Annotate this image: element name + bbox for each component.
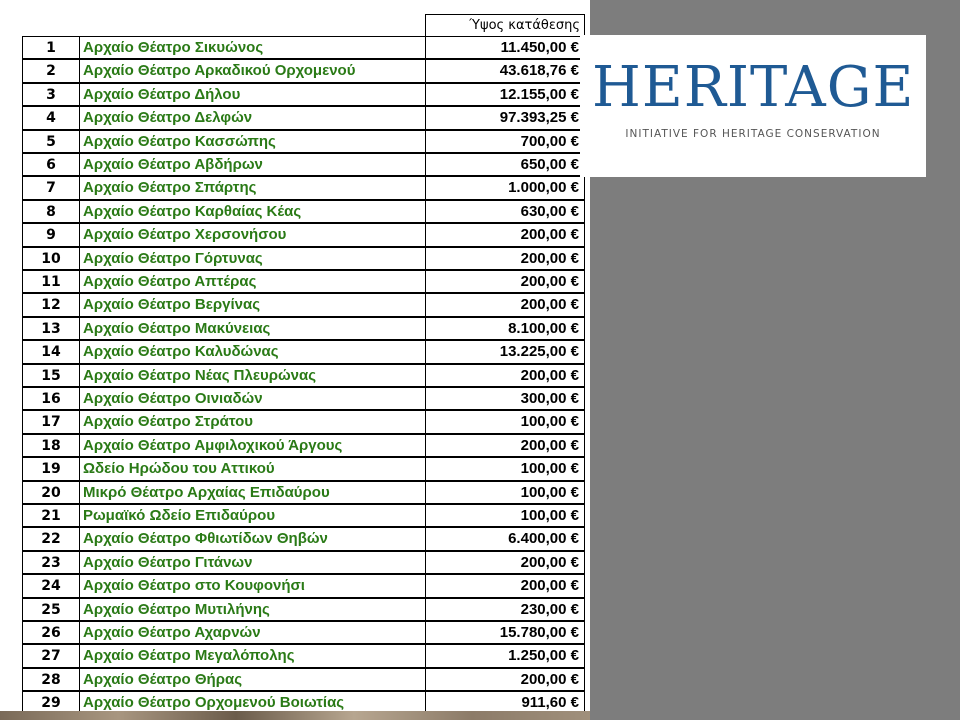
row-number: 12 [22,293,80,316]
deposit-amount: 630,00 € [425,200,585,223]
deposit-amount: 100,00 € [425,457,585,480]
table-row [22,621,590,644]
row-number: 29 [22,691,80,714]
row-number: 13 [22,317,80,340]
row-number: 18 [22,434,80,457]
deposit-amount: 100,00 € [425,481,585,504]
table-row [22,644,590,667]
row-number: 6 [22,153,80,176]
deposit-amount: 650,00 € [425,153,585,176]
row-number: 8 [22,200,80,223]
table-row [22,153,590,176]
table-row [22,364,590,387]
theatre-name: Αρχαίο Θέατρο Βεργίνας [79,293,426,316]
table-row [22,130,590,153]
row-number: 11 [22,270,80,293]
row-number: 26 [22,621,80,644]
row-number: 7 [22,176,80,199]
theatre-name: Αρχαίο Θέατρο Δήλου [79,83,426,106]
logo-wordmark: HERITAGE [592,55,915,120]
table-row [22,598,590,621]
table-row [22,481,590,504]
table-row [22,551,590,574]
deposit-amount: 200,00 € [425,293,585,316]
row-number: 17 [22,410,80,433]
table-row [22,270,590,293]
table-row [22,574,590,597]
theatre-name: Αρχαίο Θέατρο Σπάρτης [79,176,426,199]
deposit-amount: 200,00 € [425,270,585,293]
deposit-amount: 1.250,00 € [425,644,585,667]
theatre-name: Αρχαίο Θέατρο Αρκαδικού Ορχομενού [79,59,426,82]
table-row [22,200,590,223]
row-number: 25 [22,598,80,621]
deposit-amount: 300,00 € [425,387,585,410]
theatre-name: Αρχαίο Θέατρο στο Κουφονήσι [79,574,426,597]
theatre-name: Μικρό Θέατρο Αρχαίας Επιδαύρου [79,481,426,504]
theatre-name: Αρχαίο Θέατρο Στράτου [79,410,426,433]
theatre-name: Αρχαίο Θέατρο Γόρτυνας [79,247,426,270]
table-row [22,106,590,129]
row-number: 9 [22,223,80,246]
deposit-amount: 200,00 € [425,668,585,691]
theatre-name: Ωδείο Ηρώδου του Αττικού [79,457,426,480]
row-number: 14 [22,340,80,363]
deposit-amount: 11.450,00 € [425,36,585,59]
deposit-amount: 1.000,00 € [425,176,585,199]
deposit-amount: 200,00 € [425,247,585,270]
table-row [22,668,590,691]
deposit-amount: 200,00 € [425,434,585,457]
theatre-name: Αρχαίο Θέατρο Απτέρας [79,270,426,293]
theatre-name: Αρχαίο Θέατρο Ορχομενού Βοιωτίας [79,691,426,714]
theatre-name: Αρχαίο Θέατρο Θήρας [79,668,426,691]
theatre-name: Αρχαίο Θέατρο Καλυδώνας [79,340,426,363]
deposit-amount: 230,00 € [425,598,585,621]
row-number: 16 [22,387,80,410]
theatre-name: Αρχαίο Θέατρο Κασσώπης [79,130,426,153]
table-row [22,504,590,527]
deposit-amount: 200,00 € [425,223,585,246]
table-row [22,434,590,457]
row-number: 4 [22,106,80,129]
deposit-amount: 911,60 € [425,691,585,714]
table-row [22,457,590,480]
row-number: 24 [22,574,80,597]
theatre-name: Αρχαίο Θέατρο Σικυώνος [79,36,426,59]
row-number: 21 [22,504,80,527]
deposit-amount: 13.225,00 € [425,340,585,363]
row-number: 23 [22,551,80,574]
row-number: 5 [22,130,80,153]
table-row [22,247,590,270]
theatre-name: Αρχαίο Θέατρο Δελφών [79,106,426,129]
row-number: 2 [22,59,80,82]
deposit-amount: 6.400,00 € [425,527,585,550]
theatre-name: Αρχαίο Θέατρο Μεγαλόπολης [79,644,426,667]
deposit-amount: 200,00 € [425,364,585,387]
row-number: 15 [22,364,80,387]
theatre-name: Αρχαίο Θέατρο Χερσονήσου [79,223,426,246]
deposit-amount: 12.155,00 € [425,83,585,106]
row-number: 22 [22,527,80,550]
deposit-amount: 97.393,25 € [425,106,585,129]
deposit-amount: 100,00 € [425,410,585,433]
table-row [22,410,590,433]
row-number: 10 [22,247,80,270]
row-number: 20 [22,481,80,504]
deposit-amount: 200,00 € [425,574,585,597]
row-number: 19 [22,457,80,480]
theatre-name: Ρωμαϊκό Ωδείο Επιδαύρου [79,504,426,527]
deposit-amount: 100,00 € [425,504,585,527]
theatre-name: Αρχαίο Θέατρο Νέας Πλευρώνας [79,364,426,387]
theatre-name: Αρχαίο Θέατρο Φθιωτίδων Θηβών [79,527,426,550]
deposit-amount: 8.100,00 € [425,317,585,340]
theatre-name: Αρχαίο Θέατρο Καρθαίας Κέας [79,200,426,223]
table-row [22,176,590,199]
table-row [22,340,590,363]
table-row [22,527,590,550]
theatre-name: Αρχαίο Θέατρο Μακύνειας [79,317,426,340]
background-photo-strip [0,711,590,720]
theatre-name: Αρχαίο Θέατρο Γιτάνων [79,551,426,574]
theatre-name: Αρχαίο Θέατρο Αβδήρων [79,153,426,176]
table-row [22,59,590,82]
deposit-amount: 43.618,76 € [425,59,585,82]
table-row [22,293,590,316]
table-row [22,387,590,410]
column-header-amount: Ύψος κατάθεσης [425,14,585,36]
deposit-amount: 700,00 € [425,130,585,153]
deposit-amount: 200,00 € [425,551,585,574]
theatre-name: Αρχαίο Θέατρο Αμφιλοχικού Άργους [79,434,426,457]
heritage-logo [580,35,926,177]
row-number: 1 [22,36,80,59]
theatre-name: Αρχαίο Θέατρο Αχαρνών [79,621,426,644]
table-row [22,36,590,59]
table-row [22,317,590,340]
deposit-amount: 15.780,00 € [425,621,585,644]
row-number: 3 [22,83,80,106]
row-number: 27 [22,644,80,667]
table-row [22,223,590,246]
row-number: 28 [22,668,80,691]
logo-tagline: INITIATIVE FOR HERITAGE CONSERVATION [625,128,881,140]
theatre-name: Αρχαίο Θέατρο Μυτιλήνης [79,598,426,621]
table-row [22,83,590,106]
theatre-name: Αρχαίο Θέατρο Οινιαδών [79,387,426,410]
